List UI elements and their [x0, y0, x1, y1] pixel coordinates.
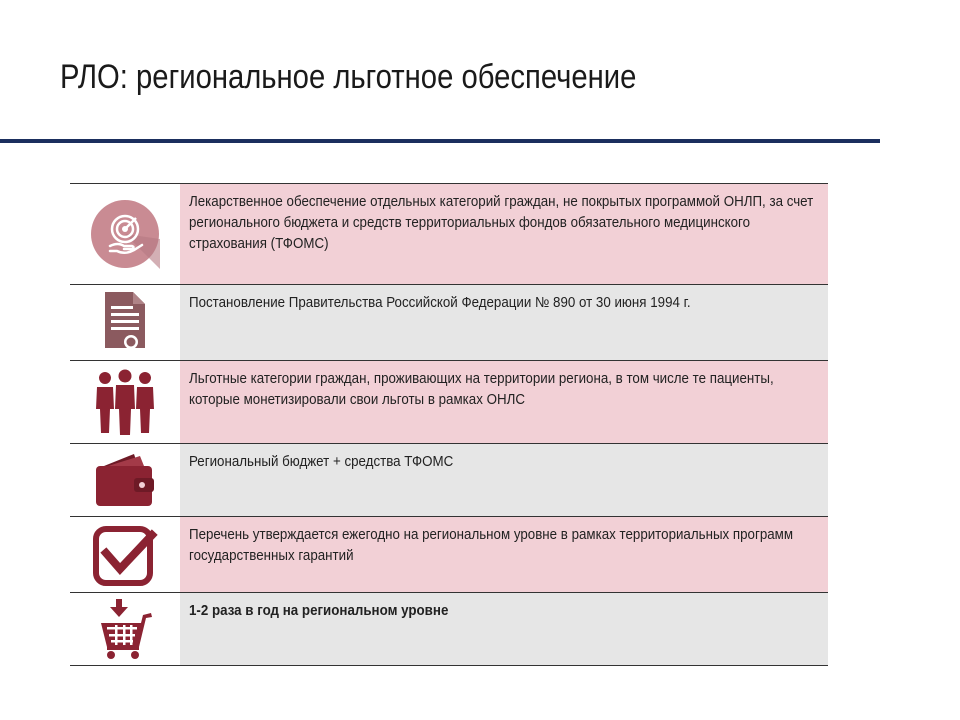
- icon-cell: [70, 361, 180, 443]
- row-text: Региональный бюджет + средства ТФОМС: [189, 454, 454, 470]
- shopping-cart-icon: [97, 597, 153, 661]
- icon-cell: [70, 444, 180, 516]
- icon-cell: [70, 285, 180, 360]
- icon-cell: [70, 184, 180, 284]
- table-row: [70, 517, 828, 593]
- people-group-icon: [95, 367, 155, 437]
- table-row: [70, 361, 828, 444]
- row-text: Лекарственное обеспечение отдельных категорий граждан, не покрытых программой ОНЛП, за счет регионального бюджета и средств территориальных фондов обязательного медицинского страхования (ТФОМС): [189, 194, 814, 252]
- row-text: 1-2 раза в год на региональном уровне: [189, 603, 449, 619]
- table-row: [70, 444, 828, 517]
- certificate-document-icon: [103, 290, 147, 356]
- icon-cell: [70, 593, 180, 665]
- target-hand-icon: [90, 199, 160, 269]
- wallet-icon: [94, 452, 156, 508]
- checkbox-icon: [92, 523, 158, 587]
- page-title: РЛО: региональное льготное обеспечение: [60, 58, 637, 96]
- row-text: Постановление Правительства Российской Федерации № 890 от 30 июня 1994 г.: [189, 295, 691, 311]
- table-row: [70, 184, 828, 285]
- icon-cell: [70, 517, 180, 592]
- table-row: [70, 593, 828, 666]
- row-text: Перечень утверждается ежегодно на региональном уровне в рамках территориальных программ государственных гарантий: [189, 527, 794, 564]
- table-row: [70, 285, 828, 361]
- title-divider: [0, 139, 880, 143]
- row-text: Льготные категории граждан, проживающих на территории региона, в том числе те пациенты, которые монетизировали свои льготы в рамках ОНЛС: [189, 371, 774, 408]
- info-table: [70, 183, 828, 666]
